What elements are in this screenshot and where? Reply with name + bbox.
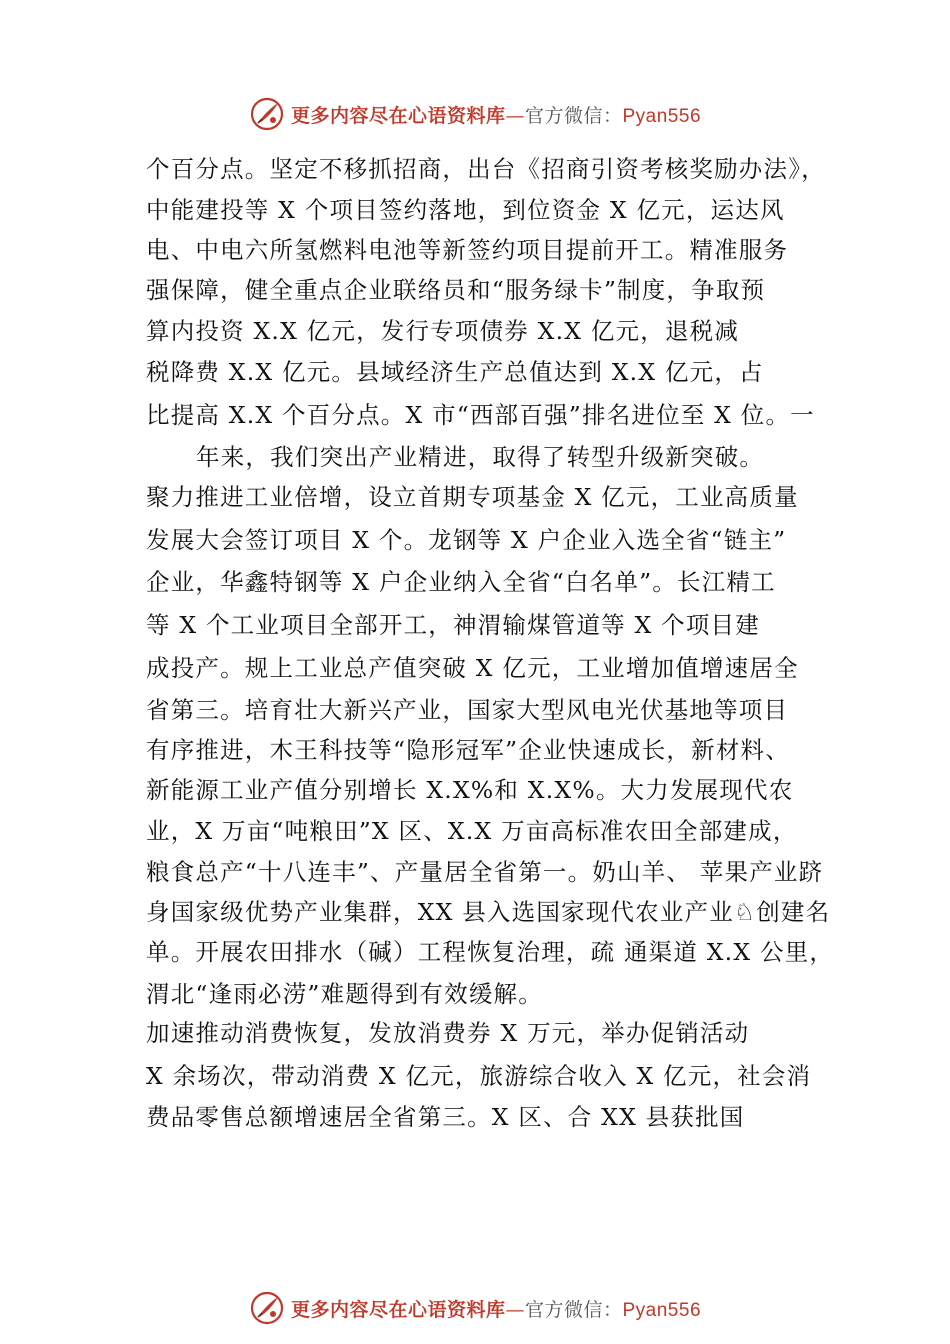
paragraph-line: 省第三。培育壮大新兴产业，国家大型风电光伏基地等项目 bbox=[146, 696, 789, 724]
paragraph-line: 成投产。规上工业总产值突破 X 亿元，工业增加值增速居全 bbox=[146, 654, 799, 682]
paragraph-line: 发展大会签订项目 X 个。龙钢等 X 户企业入选全省“链主” bbox=[146, 526, 787, 554]
watermark-label: 官方微信： bbox=[524, 1298, 623, 1321]
paragraph-line: 中能建投等 X 个项目签约落地，到位资金 X 亿元，运达风 bbox=[146, 196, 785, 224]
quill-pen-icon bbox=[249, 1290, 285, 1326]
paragraph-line: 强保障，健全重点企业联络员和“服务绿卡”制度，争取预 bbox=[146, 276, 766, 304]
paragraph-line: 费品零售总额增速居全省第三。X 区、合 XX 县获批国 bbox=[146, 1103, 745, 1131]
paragraph-line: 等 X 个工业项目全部开工，神渭输煤管道等 X 个项目建 bbox=[146, 611, 760, 639]
paragraph-line: 税降费 X.X 亿元。县域经济生产总值达到 X.X 亿元，占 bbox=[146, 358, 764, 386]
paragraph-line: 新能源工业产值分别增长 X.X%和 X.X%。大力发展现代农 bbox=[146, 776, 794, 804]
paragraph-line: 个百分点。坚定不移抓招商，出台《招商引资考核奖励办法》， bbox=[146, 155, 826, 183]
watermark-brand: 更多内容尽在心语资料库 bbox=[290, 104, 506, 127]
watermark-label: 官方微信： bbox=[524, 104, 623, 127]
paragraph-line: 单。开展农田排水（碱）工程恢复治理，疏 通渠道 X.X 公里， bbox=[146, 938, 835, 966]
watermark-brand: 更多内容尽在心语资料库 bbox=[290, 1298, 506, 1321]
footer-watermark bbox=[0, 1288, 950, 1328]
paragraph-line: 企业，华鑫特钢等 X 户企业纳入全省“白名单”。长江精工 bbox=[146, 568, 776, 596]
paragraph-line: 身国家级优势产业集群，XX 县入选国家现代农业产业♘创建名 bbox=[146, 898, 831, 926]
paragraph-line: 加速推动消费恢复，发放消费券 X 万元，举办促销活动 bbox=[146, 1019, 750, 1047]
paragraph-line-indented: 年来，我们突出产业精进，取得了转型升级新突破。 bbox=[196, 443, 765, 471]
paragraph-line: 聚力推进工业倍增，设立首期专项基金 X 亿元，工业高质量 bbox=[146, 483, 799, 511]
watermark-text bbox=[291, 1295, 701, 1322]
paragraph-line: 有序推进，木王科技等“隐形冠军”企业快速成长，新材料、 bbox=[146, 736, 790, 764]
watermark-account: Pyan556 bbox=[622, 1299, 702, 1321]
paragraph-line: 粮食总产“十八连丰”、产量居全省第一。奶山羊、 苹果产业跻 bbox=[146, 858, 824, 886]
paragraph-line: 比提高 X.X 个百分点。X 市“西部百强”排名进位至 X 位。一 bbox=[146, 401, 815, 429]
watermark-separator: — bbox=[505, 1298, 525, 1321]
watermark-account: Pyan556 bbox=[622, 105, 702, 127]
watermark-group bbox=[249, 1290, 701, 1326]
paragraph-line: 业，X 万亩“吨粮田”X 区、X.X 万亩高标准农田全部建成， bbox=[146, 817, 798, 845]
paragraph-line: 电、中电六所氢燃料电池等新签约项目提前开工。精准服务 bbox=[146, 236, 789, 264]
watermark-separator: — bbox=[505, 104, 525, 127]
paragraph-line: X 余场次，带动消费 X 亿元，旅游综合收入 X 亿元，社会消 bbox=[146, 1062, 812, 1090]
paragraph-line: 渭北“逢雨必涝”难题得到有效缓解。 bbox=[146, 980, 543, 1008]
paragraph-line: 算内投资 X.X 亿元，发行专项债券 X.X 亿元，退税减 bbox=[146, 317, 740, 345]
